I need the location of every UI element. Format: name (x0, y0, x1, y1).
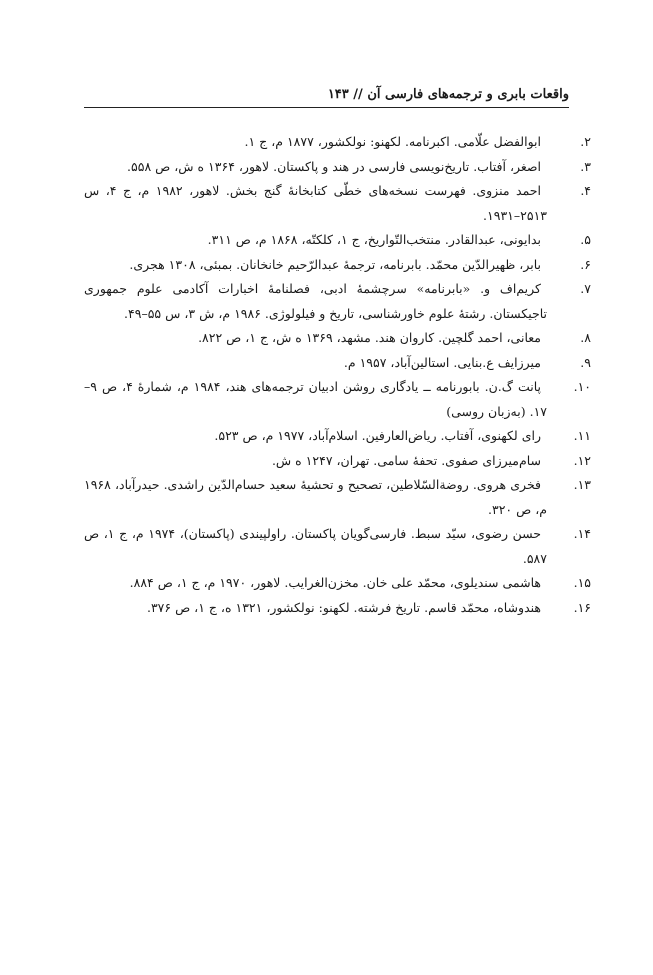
reference-text: پانت گ.ن. بابورنامه ــ یادگاری روشن ادبیان ترجمه‌های هند، ۱۹۸۴ م، شمارهٔ ۴، ص ۹–۱۷. (به‌زبان روسی) (84, 379, 547, 419)
reference-number: ۱۳. (573, 477, 591, 492)
reference-number: ۹. (580, 354, 591, 370)
reference-number: ۱۲. (573, 452, 591, 468)
reference-item (84, 326, 591, 351)
reference-number: ۳. (580, 158, 591, 174)
reference-item (84, 277, 591, 326)
reference-item (84, 130, 591, 155)
reference-number: ۵. (580, 232, 591, 247)
reference-text: احمد منزوی. فهرست نسخه‌های خطّی کتابخانهٔ گنج بخش. لاهور، ۱۹۸۲ م، ج ۴، س ۲۵۱۳–۱۹۳۱. (84, 183, 547, 223)
reference-number: ۱۱. (573, 428, 591, 443)
reference-item (84, 473, 591, 522)
reference-item (84, 351, 591, 376)
reference-text: اصغر، آفتاب. تاریخ‌نویسی فارسی در هند و پاکستان. لاهور، ۱۳۶۴ ه ش، ص ۵۵۸. (127, 158, 541, 174)
reference-number: ۱۵. (573, 575, 591, 590)
reference-item (84, 253, 591, 278)
reference-text: معانی، احمد گلچین. کاروان هند. مشهد، ۱۳۶۹ ه ش، ج ۱، ص ۸۲۲. (198, 330, 541, 345)
reference-number: ۷. (580, 281, 591, 296)
reference-item (84, 179, 592, 228)
reference-text: هاشمی سندیلوی، محمّد علی خان. مخزن‌الغرایب. لاهور، ۱۹۷۰ م، ج ۱، ص ۸۸۴. (129, 575, 541, 590)
reference-number: ۸. (580, 330, 591, 345)
reference-item (84, 596, 591, 621)
reference-number: ۱۰. (573, 379, 591, 394)
reference-item (84, 228, 591, 253)
reference-text: هندوشاه، محمّد قاسم. تاریخ فرشته. لکهنو: نولکشور، ۱۳۲۱ ه، ج ۱، ص ۳۷۶. (146, 599, 541, 615)
reference-number: ۴. (580, 183, 592, 198)
reference-text: بابر، ظهیرالدّین محمّد. بابرنامه، ترجمهٔ عبدالرّحیم خانخانان. بمبئی، ۱۳۰۸ هجری. (129, 256, 541, 272)
reference-text: بدایونی، عبدالقادر. منتخب‌التّواریخ، ج ۱، کلکتّه، ۱۸۶۸ م، ص ۳۱۱. (207, 232, 541, 247)
reference-text: فخری هروی. روضةالسّلاطین، تصحیح و تحشیهٔ سعید حسام‌الدّین راشدی. حیدرآباد، ۱۹۶۸ م، ص ۳۲۰. (84, 477, 547, 517)
reference-number: ۶. (580, 256, 591, 272)
reference-item (84, 375, 591, 424)
reference-item (84, 522, 591, 571)
reference-number: ۱۶. (573, 599, 591, 615)
reference-number: ۱۴. (573, 526, 591, 541)
header-rule (84, 107, 569, 108)
reference-text: سام‌میرزای صفوی. تحفهٔ سامی. تهران، ۱۲۴۷ ه ش. (271, 452, 541, 468)
reference-text: رای لکهنوی، آفتاب. ریاض‌العارفین. اسلام‌آباد، ۱۹۷۷ م، ص ۵۲۳. (214, 428, 541, 443)
reference-text: کریم‌اف و. «بابرنامه» سرچشمهٔ ادبی، فصلنامهٔ اخبارات آکادمی علوم جمهوری تاجیکستان. رشتهٔ علوم خاورشناسی، تاریخ و فیلولوژی. ۱۹۸۶ م، ش ۳، س ۵۵–۴۹. (84, 281, 547, 321)
reference-number: ۲. (580, 134, 591, 149)
reference-text: حسن رضوی، سیّد سبط. فارسی‌گویان پاکستان. راولپیندی (پاکستان)، ۱۹۷۴ م، ج ۱، ص ۵۸۷. (84, 526, 547, 566)
reference-item (84, 449, 591, 474)
reference-text: میرزایف ع.بنایی. استالین‌آباد، ۱۹۵۷ م. (343, 354, 541, 370)
reference-item (84, 424, 591, 449)
running-header: واقعات بابری و ترجمه‌های فارسی آن // ۱۴۳ (327, 87, 569, 102)
reference-item (84, 155, 591, 180)
reference-list (84, 130, 592, 620)
reference-text: ابوالفضل علّامی. اکبرنامه. لکهنو: نولکشور، ۱۸۷۷ م، ج ۱. (244, 134, 541, 149)
reference-item (84, 571, 591, 596)
